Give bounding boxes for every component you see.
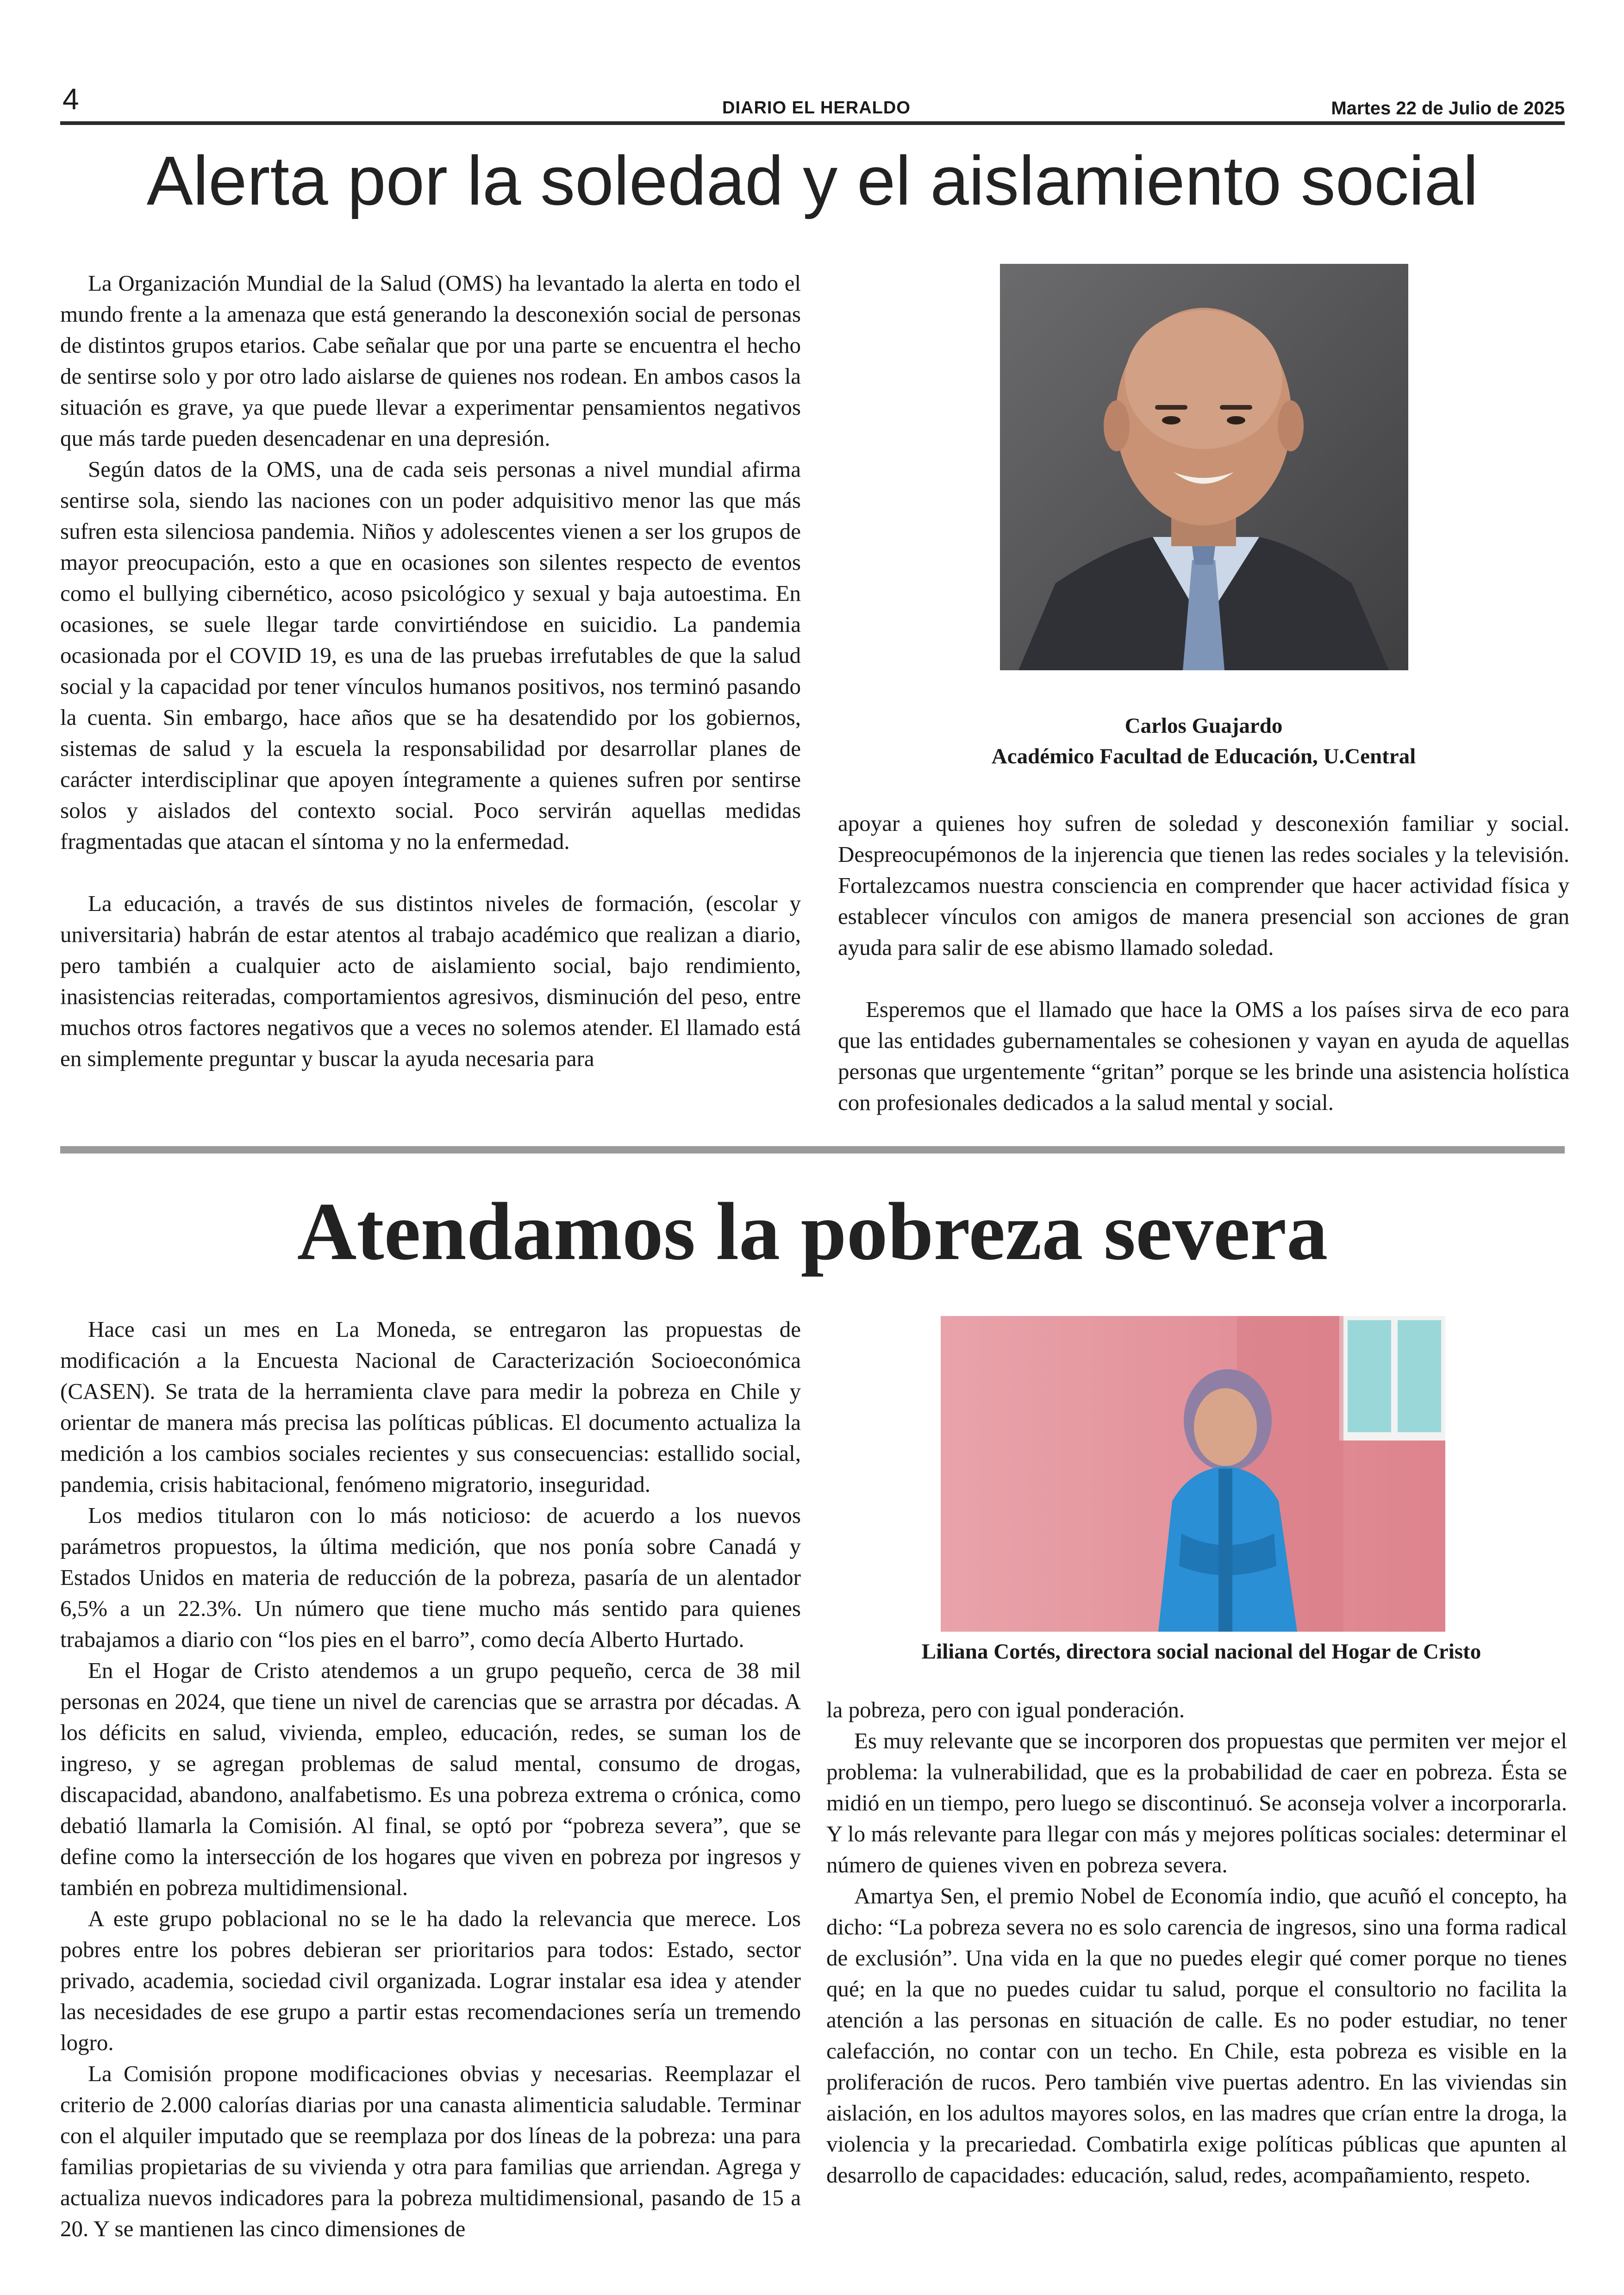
- article-1-right-column: [838, 808, 1569, 1118]
- newspaper-name: DIARIO EL HERALDO: [722, 98, 911, 118]
- article-1-paragraph: La Organización Mundial de la Salud (OMS) ha levantado la alerta en todo el mundo frente a la amenaza que está generando la desconexión social de personas de distintos grupos etarios. Cabe señalar que por una parte se encuentra el hecho de sentirse solo y por otro lado aislarse de quienes nos rodean. En ambos casos la situación es grave, ya que puede llevar a experimentar pensamientos negativos que más tarde pueden desencadenar en una depresión.: [60, 270, 801, 451]
- article-2-headline: Atendamos la pobreza severa: [297, 1185, 1328, 1277]
- article-2-paragraph: Es muy relevante que se incorporen dos propuestas que permiten ver mejor el problema: la vulnerabilidad, que es la probabilidad de caer en pobreza. Ésta se midió en un tiempo, pero luego se discontinuó. Se aconseja volver a incorporarla. Y lo más relevante para llegar con más y mejores políticas sociales: determinar el número de quienes viven en pobreza severa.: [826, 1728, 1567, 1877]
- photo-1-caption: [838, 711, 1569, 772]
- article-2-paragraph: A este grupo poblacional no se le ha dado la relevancia que merece. Los pobres entre los pobres debieran ser prioritarios para todos: Estado, sector privado, academia, sociedad civil organizada. Lograr instalar esa idea y atender las necesidades de ese grupo a partir estas recomendaciones sería un tremendo logro.: [60, 1906, 801, 2055]
- page-number: 4: [62, 82, 79, 116]
- article-2-paragraph: la pobreza, pero con igual ponderación.: [826, 1697, 1185, 1722]
- article-1-headline: Alerta por la soledad y el aislamiento social: [146, 142, 1479, 219]
- article-1-paragraph: Esperemos que el llamado que hace la OMS a los países sirva de eco para que las entidades gubernamentales se cohesionen y vayan en ayuda de aquellas personas que urgentemente “gritan” porque se les brinde una asistencia holística con profesionales dedicados a la salud mental y social.: [838, 997, 1569, 1115]
- article-2-paragraph: Amartya Sen, el premio Nobel de Economía indio, que acuñó el concepto, ha dicho: “La pobreza severa no es solo carencia de ingresos, sino una forma radical de exclusión”. Una vida en la que no puedes elegir qué comer porque no tienes qué; en la que no puedes cuidar tu salud, porque el consultorio no facilita la atención a las personas en situación de calle. Es no poder estudiar, no tener calefacción, no contar con un techo. En Chile, esta pobreza es visible en la proliferación de rucos. Pero también vive puertas adentro. En las viviendas sin aislación, en los adultos mayores solos, en las madres que crían entre la droga, la violencia y la precariedad. Combatirla exige políticas públicas que apunten al desarrollo de capacidades: educación, salud, redes, acompañamiento, respeto.: [826, 1883, 1567, 2188]
- article-1-paragraph: apoyar a quienes hoy sufren de soledad y desconexión familiar y social. Despreocupémonos de la injerencia que tienen las redes sociales y la televisión. Fortalezcamos nuestra consciencia en comprender que hacer actividad física y establecer vínculos con amigos de manera presencial son acciones de gran ayuda para salir de ese abismo llamado soledad.: [838, 811, 1569, 960]
- article-2-paragraph: En el Hogar de Cristo atendemos a un grupo pequeño, cerca de 38 mil personas en 2024, que tiene un nivel de carencias que se arrastra por décadas. A los déficits en salud, vivienda, empleo, educación, redes, se suman los de ingreso, y se agregan problemas de salud mental, consumo de drogas, discapacidad, abandono, analfabetismo. Es una pobreza extrema o crónica, como debatió llamarla la Comisión. Al final, se optó por “pobreza severa”, que se define como la intersección de los hogares que viven en pobreza por ingresos y también en pobreza multidimensional.: [60, 1658, 801, 1900]
- photo-1-caption-role: Académico Facultad de Educación, U.Central: [991, 744, 1416, 768]
- article-2-left-column: [60, 1314, 801, 2244]
- portrait-photo-liliana-cortes: [941, 1316, 1445, 1632]
- article-1-paragraph: Según datos de la OMS, una de cada seis personas a nivel mundial afirma sentirse sola, siendo las naciones con un poder adquisitivo menor las que más sufren esta silenciosa pandemia. Niños y adolescentes vienen a ser los grupos de mayor preocupación, esto a que en ocasiones son silentes respecto de eventos como el bullying cibernético, acoso psicológico y sexual y baja autoestima. En ocasiones, se suele llegar tarde convirtiéndose en suicidio. La pandemia ocasionada por el COVID 19, es una de las pruebas irrefutables de que la salud social y la capacidad por tener vínculos humanos positivos, nos terminó pasando la cuenta. Sin embargo, hace años que se ha desatendido por los gobiernos, sistemas de salud y la escuela la responsabilidad por desarrollar planes de carácter interdisciplinar que apoyen íntegramente a quienes sufren por sentirse solos y aislados del contexto social. Poco servirán aquellas medidas fragmentadas que atacan el síntoma y no la enfermedad.: [60, 456, 801, 854]
- portrait-man-image: [1000, 264, 1408, 670]
- photo-2-caption: Liliana Cortés, directora social nacional del Hogar de Cristo: [921, 1640, 1481, 1664]
- photo-1-caption-name: Carlos Guajardo: [1124, 714, 1283, 738]
- header-divider: [60, 121, 1565, 125]
- article-2-paragraph: Los medios titularon con lo más noticioso: de acuerdo a los nuevos parámetros propuestos, la última medición, que nos ponía sobre Canadá y Estados Unidos en materia de reducción de la pobreza, pasaría de un alentador 6,5% a un 22.3%. Un número que tiene mucho más sentido para quienes trabajamos a diario con “los pies en el barro”, como decía Alberto Hurtado.: [60, 1503, 801, 1652]
- issue-date: Martes 22 de Julio de 2025: [1331, 98, 1565, 118]
- article-2-paragraph: La Comisión propone modificaciones obvias y necesarias. Reemplazar el criterio de 2.000 calorías diarias por una canasta alimenticia saludable. Terminar con el alquiler imputado que se reemplaza por dos líneas de la pobreza: una para familias propietarias de su vivienda y otra para familias que arriendan. Agrega y actualiza nuevos indicadores para la pobreza multidimensional, pasando de 15 a 20. Y se mantienen las cinco dimensiones de: [60, 2061, 801, 2241]
- portrait-photo-carlos-guajardo: [1000, 264, 1408, 670]
- article-1-left-column: [60, 268, 801, 1074]
- portrait-woman-image: [941, 1316, 1445, 1632]
- article-2-right-column: [826, 1694, 1567, 2190]
- section-divider: [60, 1146, 1565, 1154]
- article-2-paragraph: Hace casi un mes en La Moneda, se entregaron las propuestas de modificación a la Encuesta Nacional de Caracterización Socioeconómica (CASEN). Se trata de la herramienta clave para medir la pobreza en Chile y orientar de manera más precisa las políticas públicas. El documento actualiza la medición a los cambios sociales recientes y sus consecuencias: estallido social, pandemia, crisis habitacional, fenómeno migratorio, inseguridad.: [60, 1316, 801, 1497]
- article-1-paragraph: La educación, a través de sus distintos niveles de formación, (escolar y universitaria) habrán de estar atentos al trabajo académico que realizan a diario, pero también a cualquier acto de aislamiento social, bajo rendimiento, inasistencias reiteradas, comportamientos agresivos, disminución del peso, entre muchos otros factores negativos que a veces no solemos atender. El llamado está en simplemente preguntar y buscar la ayuda necesaria para: [60, 891, 801, 1071]
